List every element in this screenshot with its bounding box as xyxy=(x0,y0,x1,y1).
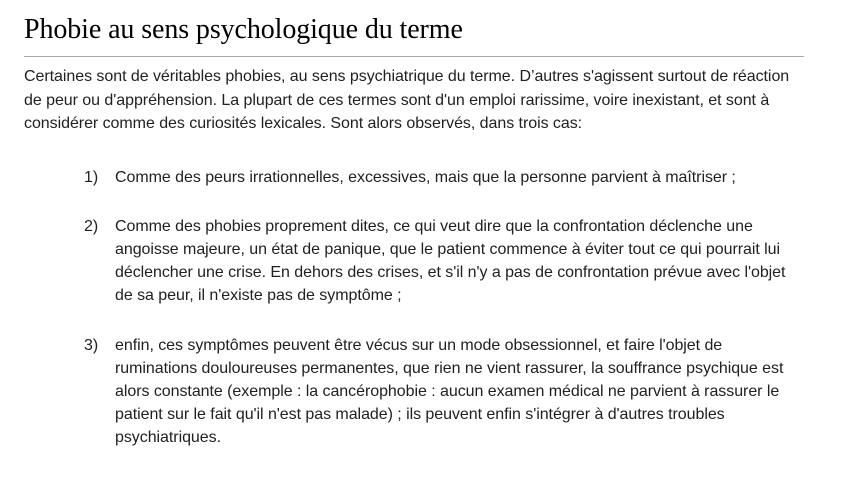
list-item-number: 3) xyxy=(84,336,99,354)
list-item-number: 2) xyxy=(84,217,99,235)
list-item-2 xyxy=(24,215,804,308)
list-item-1 xyxy=(24,166,804,189)
article-section xyxy=(24,0,804,450)
intro-paragraph: Certaines sont de véritables phobies, au sens psychiatrique du terme. D’autres s'agissent surtout de réaction de peur ou d'appréhension. La plupart de ces termes sont d'un emploi rarissime, voire inexistant, et sont à considérer comme des curiosités lexicales. Sont alors observés, dans trois cas: xyxy=(24,68,790,132)
list-item-text: Comme des peurs irrationnelles, excessives, mais que la personne parvient à maîtriser ; xyxy=(115,168,736,186)
list-item-text: enfin, ces symptômes peuvent être vécus sur un mode obsessionnel, et faire l'objet de ruminations douloureuses permanentes, que rien ne vient rassurer, la souffrance psychique est alors constante (exemple : la cancérophobie : aucun examen médical ne parvient à rassurer le patient sur le fait qu'il n'est pas malade) ; ils peuvent enfin s'intégrer à d'autres troubles psychiatriques. xyxy=(115,336,784,447)
numbered-list xyxy=(24,166,804,450)
list-item-3 xyxy=(24,334,804,450)
list-item-number: 1) xyxy=(84,168,99,186)
section-heading: Phobie au sens psychologique du terme xyxy=(24,0,804,57)
list-item-text: Comme des phobies proprement dites, ce qui veut dire que la confrontation déclenche une angoisse majeure, un état de panique, que le patient commence à éviter tout ce qui pourrait lui déclencher une crise. En dehors des crises, et s'il n'y a pas de confrontation prévue avec l'objet de sa peur, il n'existe pas de symptôme ; xyxy=(115,217,786,305)
